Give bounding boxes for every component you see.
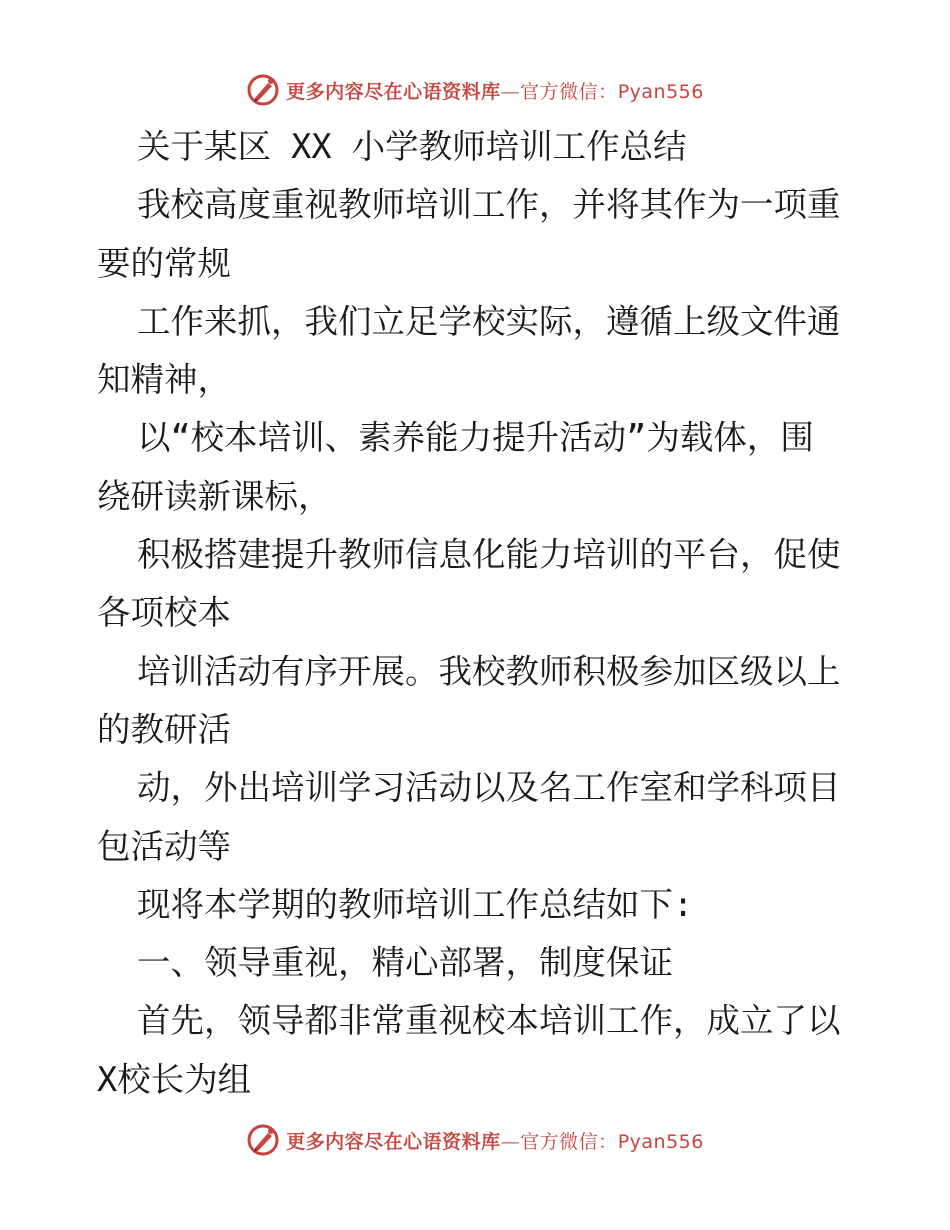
section-heading: 一、领导重视，精心部署，制度保证 [137,943,673,983]
watermark-text [286,1127,704,1154]
watermark-main-text: 更多内容尽在心语资料库 [286,80,501,103]
watermark-separator: — [500,80,521,103]
watermark-main-text: 更多内容尽在心语资料库 [286,1130,501,1153]
pen-circle-logo-icon [246,1123,280,1157]
header-watermark [246,73,704,107]
text-line: 首先，领导都非常重视校本培训工作，成立了以 [137,1001,841,1041]
watermark-suffix: 官方微信： [520,1130,618,1153]
watermark-handle: Pyan556 [617,80,704,103]
text-line: 各项校本 [97,593,231,633]
text-line: 现将本学期的教师培训工作总结如下: [137,884,694,924]
text-line: 以“校本培训、素养能力提升活动”为载体，围 [137,418,814,458]
text-line: 包活动等 [97,826,231,866]
text-line: 我校高度重视教师培训工作，并将其作为一项重 [137,185,841,225]
watermark-handle: Pyan556 [617,1130,704,1153]
pen-circle-logo-icon [246,73,280,107]
text-line: 积极搭建提升教师信息化能力培训的平台，促使 [137,535,841,575]
watermark-suffix: 官方微信： [520,80,618,103]
header-watermark-banner [0,68,950,112]
text-line: 培训活动有序开展。我校教师积极参加区级以上 [137,651,841,691]
document-body [97,118,852,1109]
text-line: 要的常规 [97,243,231,283]
text-line: 动，外出培训学习活动以及名工作室和学科项目 [137,768,841,808]
text-line: X校长为组 [97,1059,252,1099]
footer-watermark-banner [0,1118,950,1162]
document-title: 关于某区 XX 小学教师培训工作总结 [137,127,687,166]
text-line: 绕研读新课标， [97,476,332,516]
text-line: 的教研活 [97,709,231,749]
watermark-separator: — [500,1130,521,1153]
text-line: 工作来抓，我们立足学校实际，遵循上级文件通 [137,301,841,341]
footer-watermark [246,1123,704,1157]
watermark-text [286,77,704,104]
text-line: 知精神， [97,360,231,400]
